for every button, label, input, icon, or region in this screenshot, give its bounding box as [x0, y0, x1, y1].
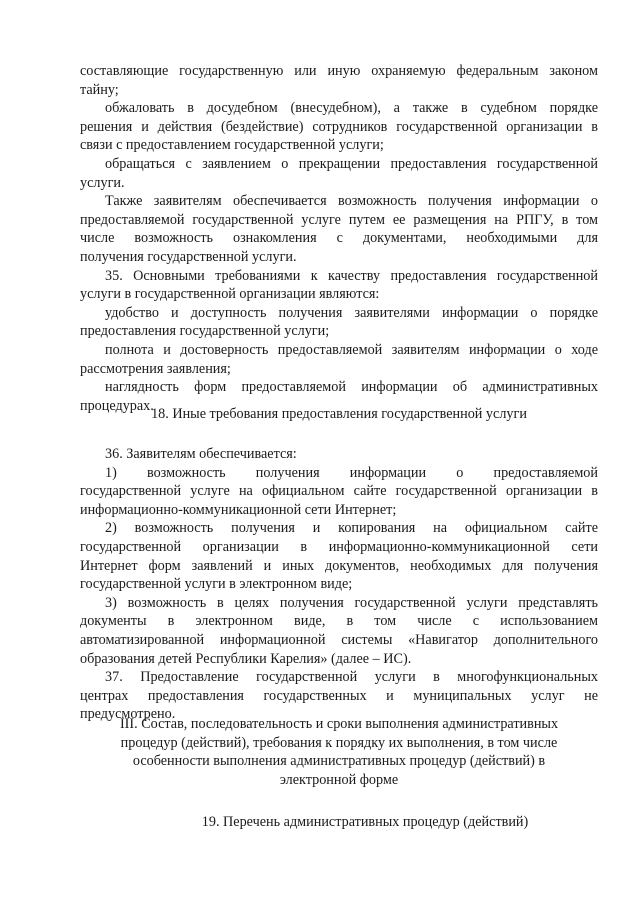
text-line: наглядность форм предоставляемой информации об административных [105, 379, 598, 396]
section-heading-18: 18. Иные требования предоставления государственной услуги [151, 406, 527, 422]
text-line: государственной организации в информационно-коммуникационной сети [80, 538, 598, 555]
heading-line: процедур (действий), требования к порядку их выполнения, в том числе [120, 734, 558, 751]
text-line: полнота и достоверность предоставляемой заявителям информации о ходе [105, 341, 598, 358]
text-line: обжаловать в досудебном (внесудебном), а также в судебном порядке [105, 100, 598, 117]
text-block-1 [80, 62, 598, 415]
paragraph-36 [80, 445, 598, 464]
text-line: тайну; [80, 81, 119, 98]
text-line: центрах предоставления государственных и муниципальных услуг не [80, 687, 598, 704]
text-line: документы в электронном виде, в том числе с использованием [80, 613, 598, 630]
text-line: рассмотрения заявления; [80, 360, 231, 377]
section-heading-19: 19. Перечень административных процедур (действий) [201, 814, 529, 830]
text-line: 36. Заявителям обеспечивается: [105, 446, 297, 462]
text-line: информационно-коммуникационной сети Интернет; [80, 501, 397, 518]
text-block-2 [80, 445, 598, 724]
text-line: процедурах. [80, 397, 154, 414]
text-line: числе возможность ознакомления с документами, необходимыми для [80, 230, 598, 247]
text-line: государственной услуге на официальном сайте государственной организации в [80, 483, 598, 500]
text-line: 3) возможность в целях получения государственной услуги представлять [105, 594, 598, 611]
text-line: получения государственной услуги. [80, 248, 297, 265]
paragraph-continuation [80, 62, 598, 99]
text-line: 35. Основными требованиями к качеству предоставления государственной [105, 267, 598, 284]
text-line: предусмотрено. [80, 706, 176, 723]
paragraph-appeal [80, 99, 598, 155]
text-line: услуги в государственной организации являются: [80, 286, 380, 303]
paragraph-36-item-3 [80, 594, 598, 668]
paragraph-convenience [80, 304, 598, 341]
paragraph-information-access [80, 192, 598, 266]
text-line: 37. Предоставление государственной услуги в многофункциональных [105, 669, 598, 686]
text-line: государственной услуги в электронном виде; [80, 576, 353, 593]
paragraph-termination [80, 155, 598, 192]
text-line: предоставляемой государственной услуге путем ее размещения на РПГУ, в том [80, 211, 598, 228]
heading-line: III. Состав, последовательность и сроки выполнения административных [119, 716, 559, 732]
text-line: услуги. [80, 174, 125, 191]
text-line: автоматизированной информационной системы «Навигатор дополнительного [80, 631, 598, 648]
paragraph-36-item-2 [80, 519, 598, 593]
section-heading-iii [80, 715, 598, 789]
text-line: решения и действия (бездействие) сотрудников государственной организации в [80, 118, 598, 135]
text-line: обращаться с заявлением о прекращении предоставления государственной [105, 155, 598, 172]
text-line: образования детей Республики Карелия» (далее – ИС). [80, 650, 412, 667]
paragraph-35 [80, 267, 598, 304]
paragraph-36-item-1 [80, 464, 598, 520]
text-line: Интернет форм заявлений и иных документов, необходимых для получения [80, 557, 598, 574]
text-line: 2) возможность получения и копирования на официальном сайте [105, 520, 598, 537]
text-line: составляющие государственную или иную охраняемую федеральным законом [80, 63, 598, 79]
heading-line: электронной форме [279, 771, 399, 788]
text-line: Также заявителям обеспечивается возможность получения информации о [105, 193, 598, 210]
text-line: удобство и доступность получения заявителями информации о порядке [105, 304, 598, 321]
heading-line: особенности выполнения административных процедур (действий) в [132, 753, 546, 770]
text-line: связи с предоставлением государственной услуги; [80, 137, 384, 154]
paragraph-completeness [80, 341, 598, 378]
text-line: предоставления государственной услуги; [80, 323, 330, 340]
text-line: 1) возможность получения информации о предоставляемой [105, 464, 598, 481]
